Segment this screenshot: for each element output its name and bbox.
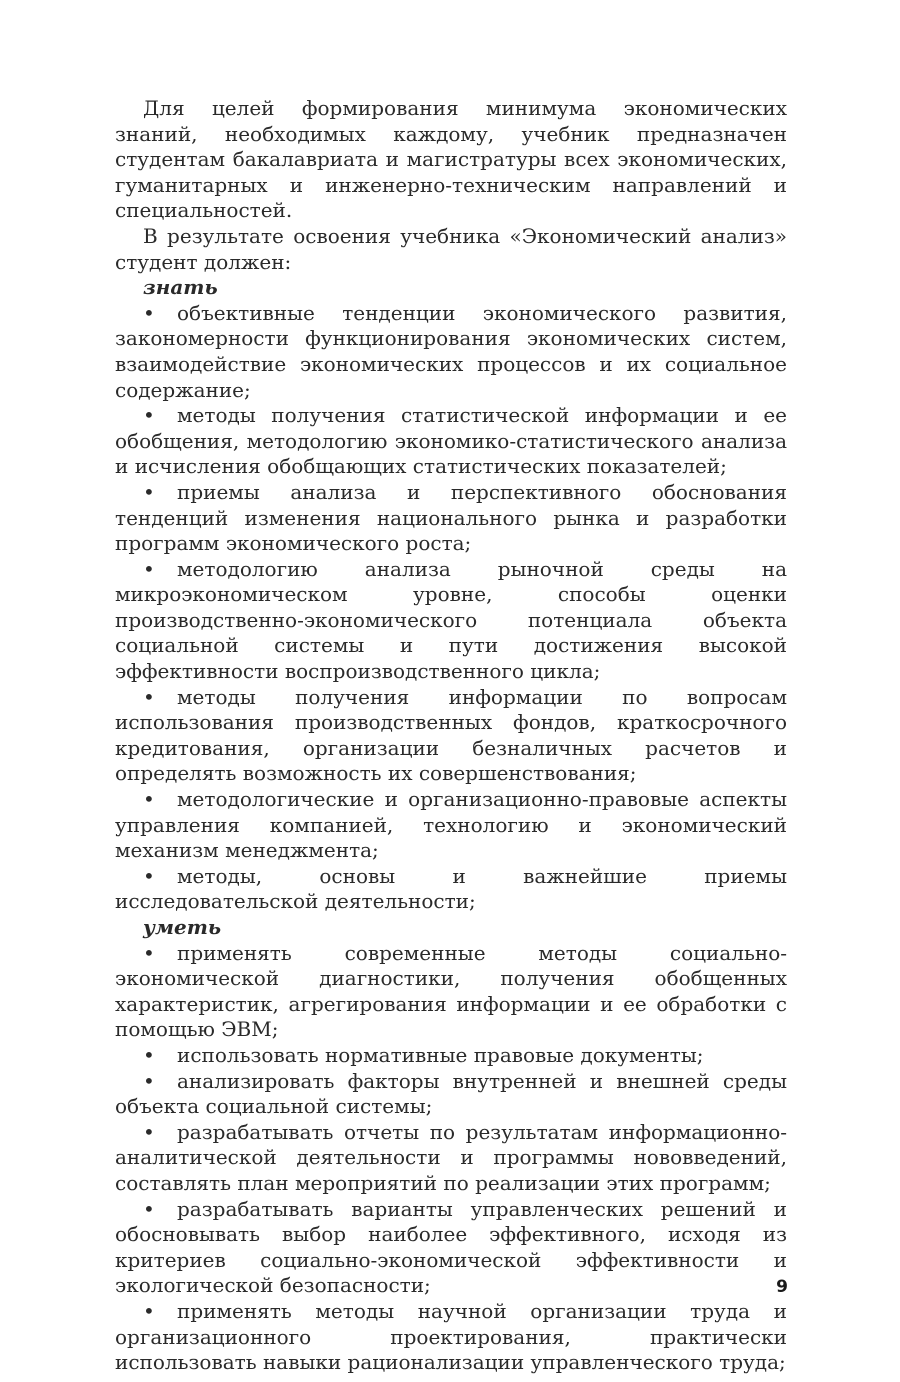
list-item: • анализировать факторы внутренней и внешней среды объекта социальной системы;	[115, 1068, 787, 1119]
bullet-icon: •	[143, 1119, 155, 1144]
bullet-icon: •	[143, 300, 155, 325]
list-item: • разрабатывать отчеты по результатам информационно-аналитической деятельности и программы нововведений, составлять план мероприятий по реализации этих программ;	[115, 1119, 787, 1195]
list-item: • использовать нормативные правовые документы;	[143, 1042, 704, 1067]
list-item: • методы получения информации по вопросам использования производственных фондов, краткосрочного кредитования, организации безналичных расчетов и определять возможность их совершенствования;	[115, 684, 787, 786]
bullet-icon: •	[143, 1068, 155, 1093]
list-item: • методы получения статистической информации и ее обобщения, методологию экономико-статистического анализа и исчисления обобщающих статистических показателей;	[115, 403, 787, 479]
list-item: • разрабатывать варианты управленческих решений и обосновывать выбор наиболее эффективного, исходя из критериев социально-экономической эффективности и экологической безопасности;	[115, 1196, 787, 1298]
bullet-icon: •	[143, 940, 155, 965]
page-number: 9	[776, 1277, 788, 1297]
bullet-icon: •	[143, 787, 155, 812]
bullet-icon: •	[143, 1196, 155, 1221]
intro-paragraph: Для целей формирования минимума экономических знаний, необходимых каждому, учебник предназначен студентам бакалавриата и магистратуры всех экономических, гуманитарных и инженерно-техническим направлений и специальностей.	[115, 96, 787, 223]
list-item: • применять современные методы социально-экономической диагностики, получения обобщенных характеристик, агрегирования информации и ее обработки с помощью ЭВМ;	[115, 940, 787, 1042]
list-item: • методологию анализа рыночной среды на микроэкономическом уровне, способы оценки производственно-экономического потенциала объекта социальной системы и пути достижения высокой эффективности воспроизводственного цикла;	[115, 556, 787, 684]
page-body	[115, 96, 787, 1376]
able-heading: уметь	[143, 915, 222, 939]
list-item: • объективные тенденции экономического развития, закономерности функционирования экономических систем, взаимодействие экономических процессов и их социальное содержание;	[115, 300, 787, 402]
know-heading: знать	[143, 275, 218, 300]
list-item: • методы, основы и важнейшие приемы исследовательской деятельности;	[115, 863, 787, 914]
list-item: • методологические и организационно-правовые аспекты управления компанией, технологию и экономический механизм менеджмента;	[115, 787, 787, 863]
list-item: • приемы анализа и перспективного обоснования тенденций изменения национального рынка и разработки программ экономического роста;	[115, 479, 787, 556]
bullet-icon: •	[143, 863, 155, 888]
bullet-icon: •	[143, 403, 155, 428]
bullet-icon: •	[143, 1042, 155, 1067]
bullet-icon: •	[143, 684, 155, 709]
intro-paragraph-result: В результате освоения учебника «Экономический анализ» студент должен:	[115, 223, 787, 274]
bullet-icon: •	[143, 1298, 155, 1323]
bullet-icon: •	[143, 479, 155, 504]
bullet-icon: •	[143, 556, 155, 581]
list-item: • применять методы научной организации труда и организационного проектирования, практически использовать навыки рационализации управленческого труда;	[115, 1298, 787, 1375]
